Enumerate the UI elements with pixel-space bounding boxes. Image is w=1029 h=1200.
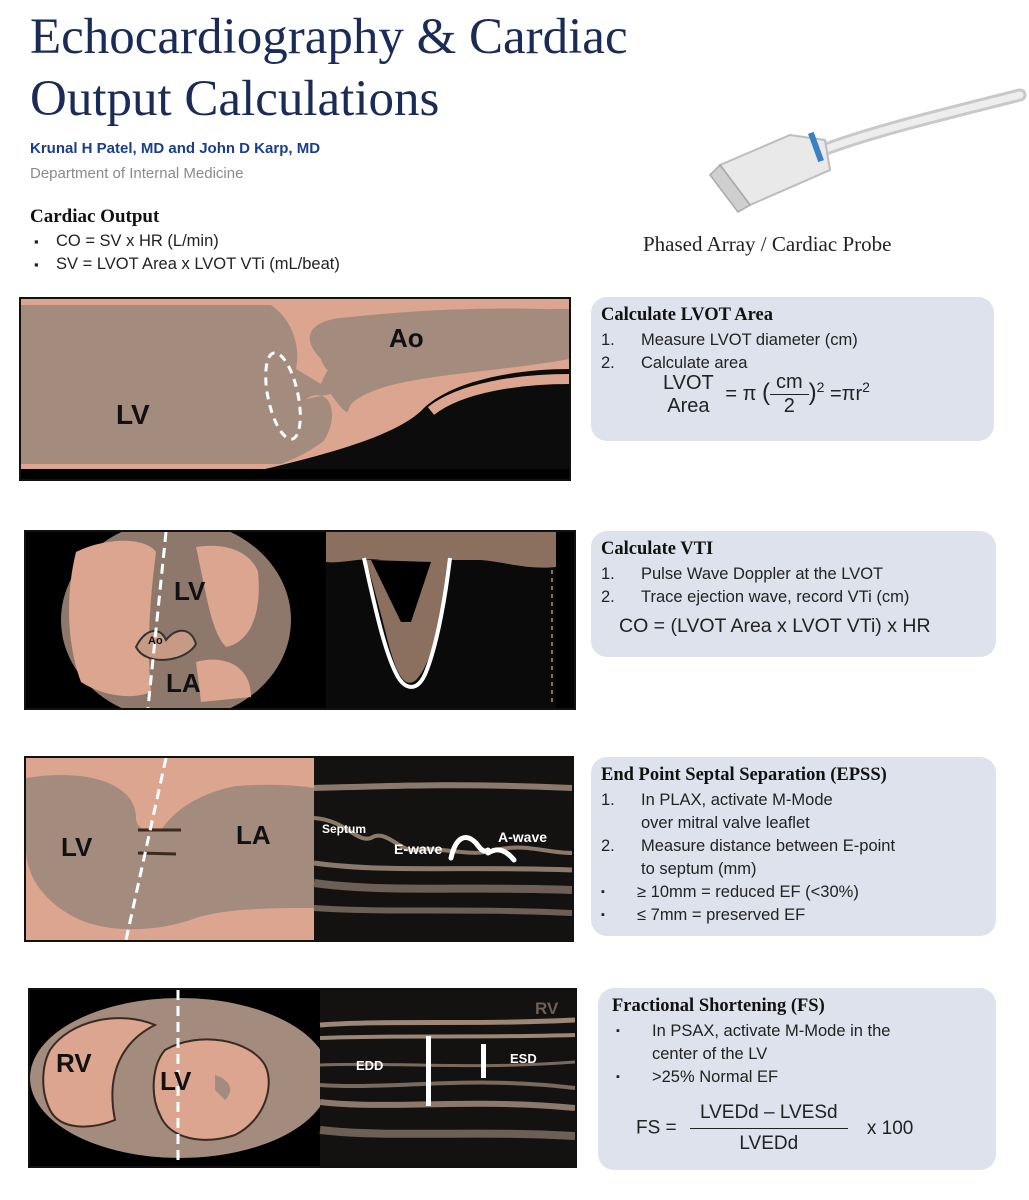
label-la: LA	[166, 668, 201, 698]
epss-step-continued: to septum (mm)	[641, 860, 757, 878]
formula-multiplier: x 100	[866, 1117, 914, 1139]
vti-steps	[601, 563, 986, 609]
lvot-area-formula	[657, 371, 870, 418]
formula-exponent: 2	[816, 379, 825, 396]
probe-caption: Phased Array / Cardiac Probe	[643, 232, 892, 256]
fs-box	[598, 988, 996, 1170]
formula-numerator: cm	[775, 371, 803, 393]
label-esd: ESD	[510, 1051, 537, 1066]
cardiac-output-item: ▪ SV = LVOT Area x LVOT VTi (mL/beat)	[34, 253, 340, 276]
cardiac-output-list	[34, 230, 340, 276]
formula-paren: (	[761, 378, 770, 406]
fs-bullet-continued: center of the LV	[652, 1045, 768, 1064]
epss-bullets	[601, 881, 986, 927]
vti-step	[601, 586, 986, 609]
formula-paren: )	[808, 378, 817, 406]
bullet-text: >25% Normal EF	[652, 1068, 779, 1087]
formula-pi-r: πr	[841, 382, 863, 405]
epss-box	[591, 757, 996, 936]
bullet-icon: ▪	[616, 1025, 620, 1038]
step-number: 2.	[601, 837, 615, 855]
label-lv: LV	[174, 576, 206, 606]
label-lv: LV	[160, 1066, 192, 1096]
step-text: Measure LVOT diameter (cm)	[641, 331, 858, 349]
lvot-step	[601, 329, 984, 352]
label-septum: Septum	[322, 822, 367, 836]
epss-steps	[601, 789, 986, 881]
bullet-text: In PSAX, activate M-Mode in the	[652, 1022, 891, 1040]
label-edd: EDD	[356, 1058, 384, 1073]
plax-mmode-image	[24, 756, 574, 942]
vti-box	[591, 531, 996, 657]
fs-bullet	[616, 1020, 986, 1043]
epss-step-continued: over mitral valve leaflet	[641, 814, 810, 832]
vti-step	[601, 563, 986, 586]
fs-formula	[636, 1102, 913, 1155]
department: Department of Internal Medicine	[30, 165, 244, 182]
label-rv: RV	[56, 1048, 92, 1078]
formula-area: Area	[667, 394, 710, 417]
epss-heading: End Point Septal Separation (EPSS)	[601, 765, 887, 785]
formula-exponent: 2	[862, 379, 870, 396]
fs-bullets	[608, 1020, 986, 1089]
fs-heading: Fractional Shortening (FS)	[612, 996, 825, 1016]
formula-equals: =	[725, 382, 738, 405]
epss-step	[601, 789, 986, 812]
label-ao: Ao	[389, 323, 424, 353]
formula-denominator: LVEDd	[690, 1128, 848, 1155]
cardiac-probe-image	[690, 80, 1029, 220]
cardiac-output-heading: Cardiac Output	[30, 206, 160, 227]
epss-bullet	[601, 881, 986, 904]
step-text: Calculate area	[641, 354, 748, 372]
lvot-heading: Calculate LVOT Area	[601, 305, 773, 325]
label-la: LA	[236, 820, 271, 850]
psax-mmode-image	[28, 988, 577, 1168]
step-number: 2.	[601, 354, 615, 372]
page-title	[30, 6, 730, 130]
lvot-area-box	[591, 297, 994, 441]
epss-step	[601, 835, 986, 858]
cardiac-output-item: ▪ CO = SV x HR (L/min)	[34, 230, 340, 253]
a5c-doppler-image	[24, 530, 576, 710]
label-rv-mmode: RV	[535, 999, 559, 1018]
step-text: In PLAX, activate M-Mode	[641, 791, 833, 809]
label-e-wave: E-wave	[394, 841, 443, 857]
bullet-icon: ▪	[616, 1071, 620, 1084]
bullet-text: ≤ 7mm = preserved EF	[637, 906, 806, 925]
formula-lhs: FS =	[636, 1117, 677, 1139]
step-number: 2.	[601, 588, 615, 606]
authors: Krunal H Patel, MD and John D Karp, MD	[30, 140, 321, 157]
formula-lvot: LVOT	[663, 371, 714, 394]
epss-bullet	[601, 904, 986, 927]
step-number: 1.	[601, 791, 615, 809]
label-a-wave: A-wave	[498, 829, 548, 845]
label-ao: Ao	[148, 635, 163, 647]
formula-pi: π	[742, 382, 757, 405]
step-number: 1.	[601, 565, 615, 583]
step-number: 1.	[601, 331, 615, 349]
step-text: Trace ejection wave, record VTi (cm)	[641, 588, 910, 606]
plax-lvot-image	[19, 297, 571, 481]
bullet-text: ≥ 10mm = reduced EF (<30%)	[637, 883, 859, 901]
title-line-1: Echocardiography & Cardiac	[30, 9, 628, 65]
fs-bullet	[616, 1066, 986, 1089]
step-text: Measure distance between E-point	[641, 837, 896, 855]
bullet-icon: ▪	[601, 886, 605, 899]
label-lv: LV	[61, 832, 93, 862]
step-text: Pulse Wave Doppler at the LVOT	[641, 565, 884, 583]
lvot-steps	[601, 329, 984, 375]
formula-numerator: LVEDd – LVESd	[699, 1102, 838, 1123]
vti-formula: CO = (LVOT Area x LVOT VTi) x HR	[619, 615, 931, 637]
title-line-2: Output Calculations	[30, 71, 440, 127]
bullet-icon: ▪	[601, 909, 605, 922]
formula-equals: =	[829, 382, 842, 405]
formula-denominator: 2	[770, 394, 809, 418]
vti-heading: Calculate VTI	[601, 539, 714, 559]
label-lv: LV	[116, 399, 150, 430]
